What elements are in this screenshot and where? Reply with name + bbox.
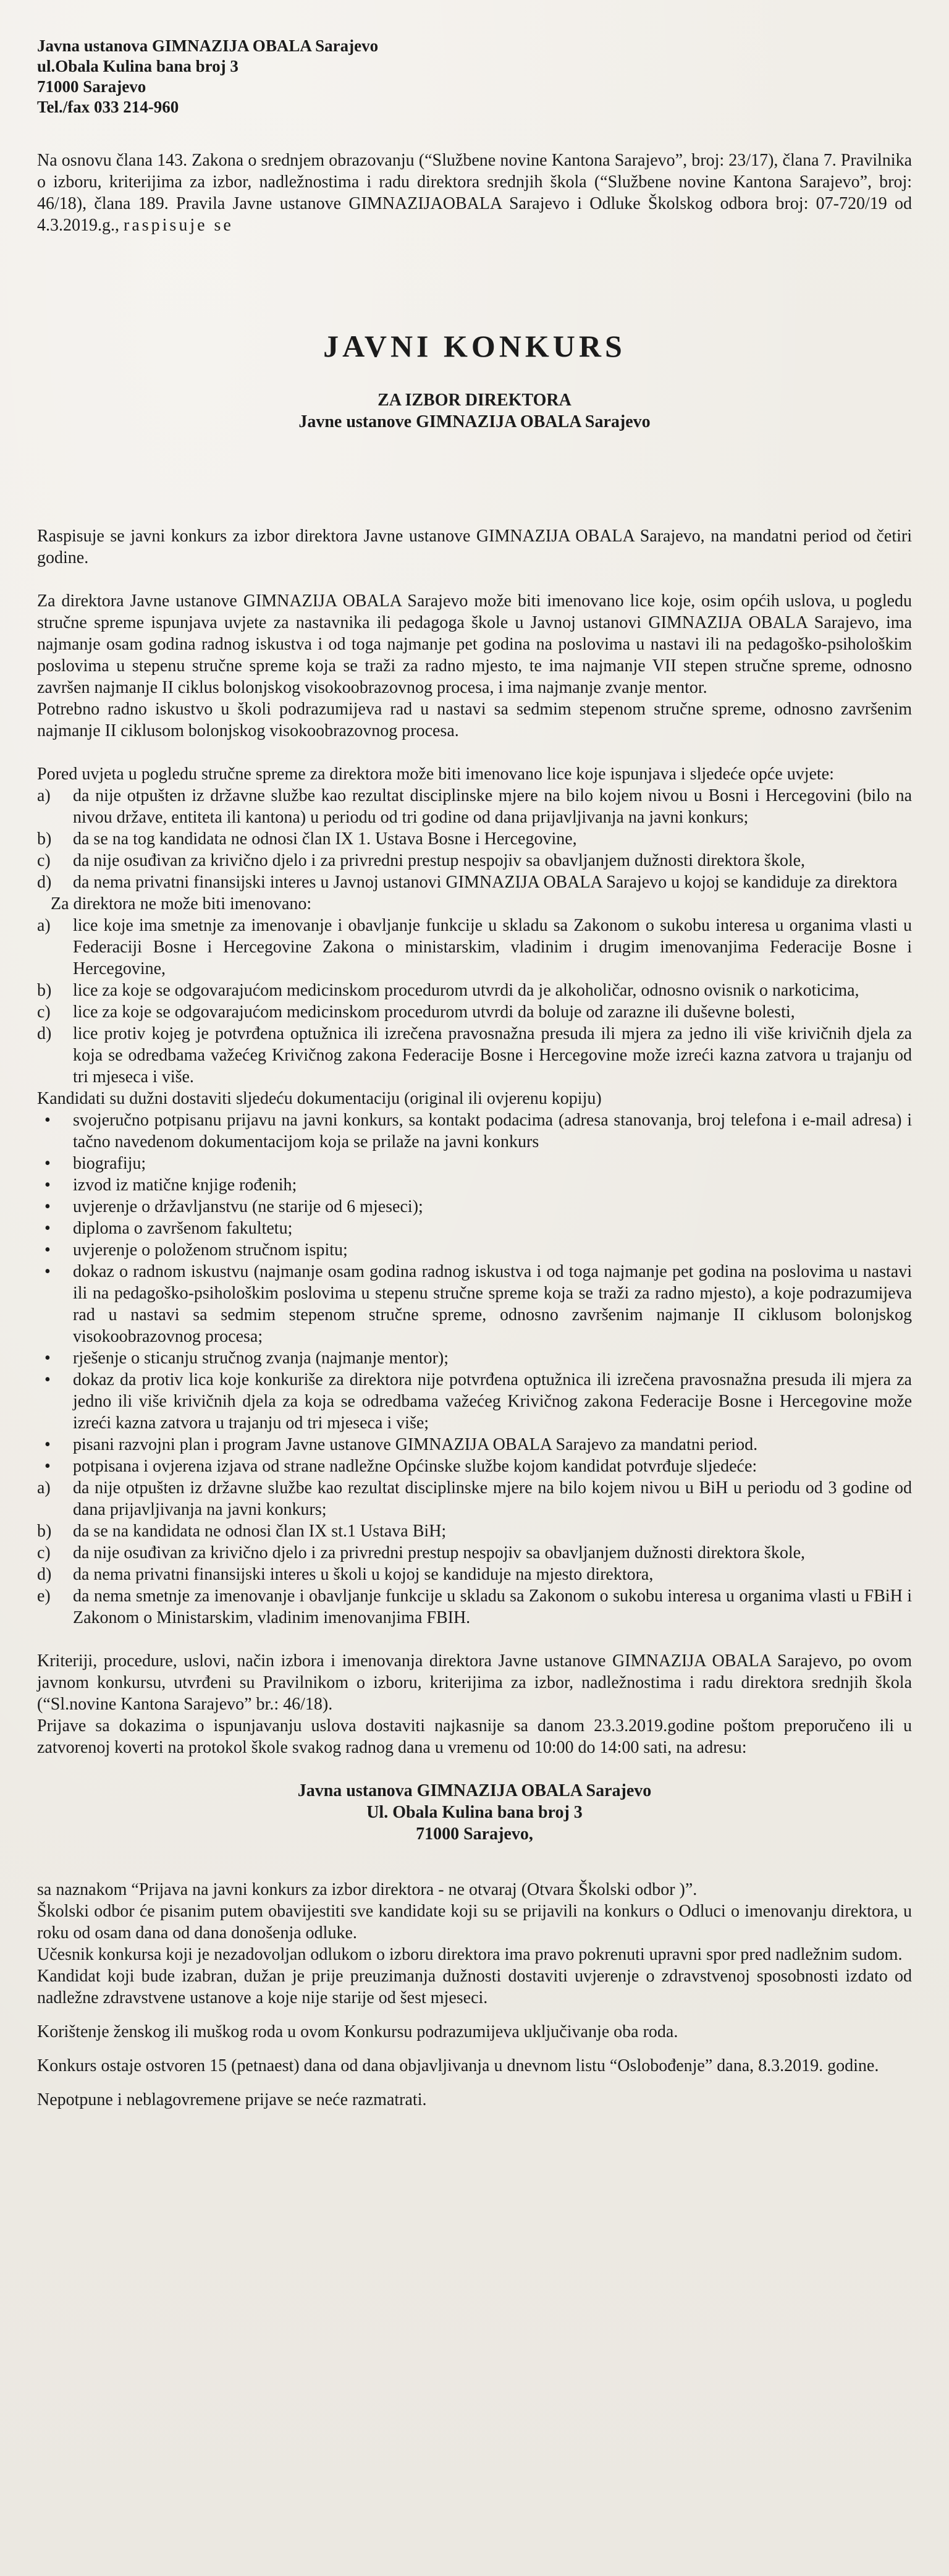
paragraph-health: Kandidat koji bude izabran, dužan je prije preuzimanja dužnosti dostaviti uvjerenje o zdravstvenoj sposobnosti izdato od nadležne zdravstvene ustanove a koje nije starije od šest mjeseci. — [37, 1967, 912, 2007]
address-line-2: Ul. Obala Kulina bana broj 3 — [366, 1803, 583, 1822]
list-item: • pisani razvojni plan i program Javne ustanove GIMNAZIJA OBALA Sarajevo za mandatni period. — [44, 1435, 758, 1454]
address-line-3: 71000 Sarajevo, — [416, 1824, 533, 1844]
list-item: • uvjerenje o položenom stručnom ispitu; — [44, 1240, 348, 1260]
paragraph-submission: Prijave sa dokazima o ispunjavanju uslova dostaviti najkasnije sa danom 23.3.2019.godine poštom preporučeno ili u zatvorenoj koverti na protokol škole svakog radnog dana u vremenu od 10:00 do 14:00 sati, na adresu: — [37, 1716, 912, 1757]
cannot-be-list — [37, 915, 912, 1088]
intro-text: Na osnovu člana 143. Zakona o srednjem obrazovanju (“Službene novine Kantona Sarajevo”, broj: 23/17), člana 7. Pravilnika o izboru, kriterijima za izbor, nadležnostima i radu direktora srednjih škola (“Službene novine Kantona Sarajevo”, broj: 46/18), člana 189. Pravila Javne ustanove GIMNAZIJAOBALA Sarajevo i Odluke Školskog odbora broj: 07-720/19 od 4.3.2019.g., — [37, 151, 912, 235]
paragraph-mandate: Raspisuje se javni konkurs za izbor direktora Javne ustanove GIMNAZIJA OBALA Sarajevo, na mandatni period od četiri godine. — [37, 527, 912, 567]
paragraph-incomplete: Nepotpune i neblagovremene prijave se neće razmatrati. — [37, 2090, 427, 2109]
general-conditions-list — [37, 785, 912, 893]
list-item: b) da se na kandidata ne odnosi član IX st.1 Ustava BiH; — [37, 1522, 447, 1541]
subtitle-line-1: ZA IZBOR DIREKTORA — [377, 391, 572, 410]
list-item: • dokaz o radnom iskustvu (najmanje osam godina radnog iskustva i od toga najmanje pet godina na poslovima u nastavi ili na pedagoško-psihološkim poslovima u stepenu stručne spreme koja se traži za radno mjesto), a koje podrazumijeva rad u nastavi sa sedmim stepenom stručne spreme, odnosno završenim najmanje II ciklusom bolonjskog visokoobrazovnog procesa; — [44, 1262, 912, 1346]
document-title: JAVNI KONKURS — [323, 329, 626, 363]
list-item: • izvod iz matične knjige rođenih; — [44, 1176, 297, 1195]
subtitle-block — [37, 389, 912, 433]
list-item: • diploma o završenom fakultetu; — [44, 1219, 293, 1238]
intro-paragraph — [37, 150, 912, 236]
list-item: d) lice protiv kojeg je potvrđena optužnica ili izrečena pravosnažna presuda ili mjera za jedno ili više krivičnih djela za koja se odredbama važećeg Krivičnog zakona Federacije Bosne i Hercegovine može izreći kazna zatvora u trajanju od tri mjeseca i više. — [37, 1024, 912, 1087]
list-item: • dokaz da protiv lica koje konkuriše za direktora nije potvrđena optužnica ili izrečena pravosnažna presuda ili mjera za jedno ili više krivičnih djela za koja se odredbama važećeg Krivičnog zakona Federacije Bosne i Hercegovine može izreći kazna zatvora u trajanju od tri mjeseca i više; — [44, 1370, 912, 1433]
address-line-1: Javna ustanova GIMNAZIJA OBALA Sarajevo — [297, 1781, 652, 1800]
list-item: d) da nema privatni finansijski interes u školi u kojoj se kandiduje na mjesto direktora, — [37, 1565, 654, 1584]
header-line-1: Javna ustanova GIMNAZIJA OBALA Sarajevo — [37, 36, 379, 55]
paragraph-criteria: Kriteriji, procedure, uslovi, način izbora i imenovanja direktora Javne ustanove GIMNAZIJA OBALA Sarajevo, po ovom javnom konkursu, utvrđeni su Pravilnikom o izboru, kriterijima za izbor, nadležnostima i radu direktora srednjih škola (“Sl.novine Kantona Sarajevo” br.: 46/18). — [37, 1651, 912, 1714]
paragraph-marking: sa naznakom “Prijava na javni konkurs za izbor direktora - ne otvaraj (Otvara Školski odbor )”. — [37, 1880, 698, 1899]
list-item: a) da nije otpušten iz državne službe kao rezultat disciplinske mjere na bilo kojem nivou u BiH u periodu od 3 godine od dana prijavljivanja na javni konkurs; — [37, 1478, 912, 1519]
list-item: c) da nije osuđivan za krivično djelo i za privredni prestup nespojiv sa obavljanjem dužnosti direktora škole, — [37, 1543, 806, 1562]
list-item: • svojeručno potpisanu prijavu na javni konkurs, sa kontakt podacima (adresa stanovanja, broj telefona i e-mail adresa) i tačno navedenom dokumentacijom koja se prilaže na javni konkurs — [44, 1111, 912, 1151]
list-item: • rješenje o sticanju stručnog zvanja (najmanje mentor); — [44, 1349, 449, 1368]
paragraph-documents: Kandidati su dužni dostaviti sljedeću dokumentaciju (original ili ovjerenu kopiju) — [37, 1089, 602, 1108]
paragraph-experience: Potrebno radno iskustvo u školi podrazumijeva rad u nastavi sa sedmim stepenom stručne spreme, odnosno završenim najmanje II ciklusom bolonjskog visokoobrazovnog procesa. — [37, 700, 912, 740]
list-item: • potpisana i ovjerena izjava od strane nadležne Općinske službe kojom kandidat potvrđuje sljedeće: — [44, 1457, 757, 1476]
header-line-4: Tel./fax 033 214-960 — [37, 98, 179, 116]
subtitle-line-2: Javne ustanove GIMNAZIJA OBALA Sarajevo — [298, 412, 651, 431]
paragraph-general-conditions: Pored uvjeta u pogledu stručne spreme za direktora može biti imenovano lice koje ispunjava i sljedeće opće uvjete: — [37, 765, 834, 784]
header-line-3: 71000 Sarajevo — [37, 77, 146, 96]
list-item: b) lice za koje se odgovarajućom medicinskom procedurom utvrdi da je alkoholičar, odnosno ovisnik o narkoticima, — [37, 981, 859, 1000]
paragraph-appeal: Učesnik konkursa koji je nezadovoljan odlukom o izboru direktora ima pravo pokrenuti upravni spor pred nadležnim sudom. — [37, 1945, 903, 1964]
list-item: c) da nije osuđivan za krivično djelo i za privredni prestup nespojiv sa obavljanjem dužnosti direktora škole, — [37, 851, 806, 870]
paragraph-cannot-be: Za direktora ne može biti imenovano: — [51, 894, 312, 913]
list-item: a) da nije otpušten iz državne službe kao rezultat disciplinske mjere na bilo kojem nivou u Bosni i Hercegovini (bilo na nivou države, entiteta ili kantona) u periodu od tri godine od dana prijavljivanja na javni konkurs; — [37, 786, 912, 827]
documents-list — [37, 1109, 912, 1477]
paragraph-gender: Korištenje ženskog ili muškog roda u ovom Konkursu podrazumijeva uključivanje oba roda. — [37, 2022, 678, 2041]
institution-header — [37, 36, 912, 117]
header-line-2: ul.Obala Kulina bana broj 3 — [37, 57, 238, 75]
paragraph-qualifications: Za direktora Javne ustanove GIMNAZIJA OBALA Sarajevo može biti imenovano lice koje, osim općih uslova, u pogledu stručne spreme ispunjava uvjete za nastavnika ili pedagoga škole u Javnoj ustanovi GIMNAZIJA OBALA Sarajevo, ima najmanje osam godina radnog iskustva i od toga najmanje pet godina na poslovima u nastavi ili na pedagoško-psihološkim poslovima u stepenu stručne spreme koja se traži za radno mjesto, te ima najmanje VII stepen stručne spreme, odnosno završen najmanje II ciklus bolonjskog visokoobrazovnog procesa, i ima najmanje zvanje mentor. — [37, 591, 912, 697]
list-item: e) da nema smetnje za imenovanje i obavljanje funkcije u skladu sa Zakonom o sukobu interesa u organima vlasti u FBiH i Zakonom o Ministarskim, vladinim imenovanjima FBIH. — [37, 1587, 912, 1627]
submission-address — [37, 1780, 912, 1845]
paragraph-duration: Konkurs ostaje ostvoren 15 (petnaest) dana od dana objavljivanja u dnevnom listu “Oslobođenje” dana, 8.3.2019. godine. — [37, 2056, 879, 2075]
list-item: • uvjerenje o državljanstvu (ne starije od 6 mjeseci); — [44, 1197, 423, 1216]
list-item: b) da se na tog kandidata ne odnosi član IX 1. Ustava Bosne i Hercegovine, — [37, 829, 577, 849]
list-item: a) lice koje ima smetnje za imenovanje i obavljanje funkcije u skladu sa Zakonom o sukobu interesa u organima vlasti u Federaciji Bosne i Hercegovine Zakona o ministarskim, vladinim i drugim imenovanjima Federacije Bosne i Hercegovine, — [37, 916, 912, 978]
statement-list — [37, 1477, 912, 1629]
list-item: d) da nema privatni finansijski interes u Javnoj ustanovi GIMNAZIJA OBALA Sarajevo u kojoj se kandiduje za direktora — [37, 873, 898, 892]
list-item: • biografiju; — [44, 1154, 146, 1173]
paragraph-notification: Školski odbor će pisanim putem obavijestiti sve kandidate koji su se prijavili na konkurs o Odluci o imenovanju direktora, u roku od osam dana od dana donošenja odluke. — [37, 1902, 912, 1943]
list-item: c) lice za koje se odgovarajućom medicinskom procedurom utvrdi da boluje od zarazne ili duševne bolesti, — [37, 1002, 795, 1022]
intro-raspisuje: raspisuje se — [124, 216, 234, 235]
